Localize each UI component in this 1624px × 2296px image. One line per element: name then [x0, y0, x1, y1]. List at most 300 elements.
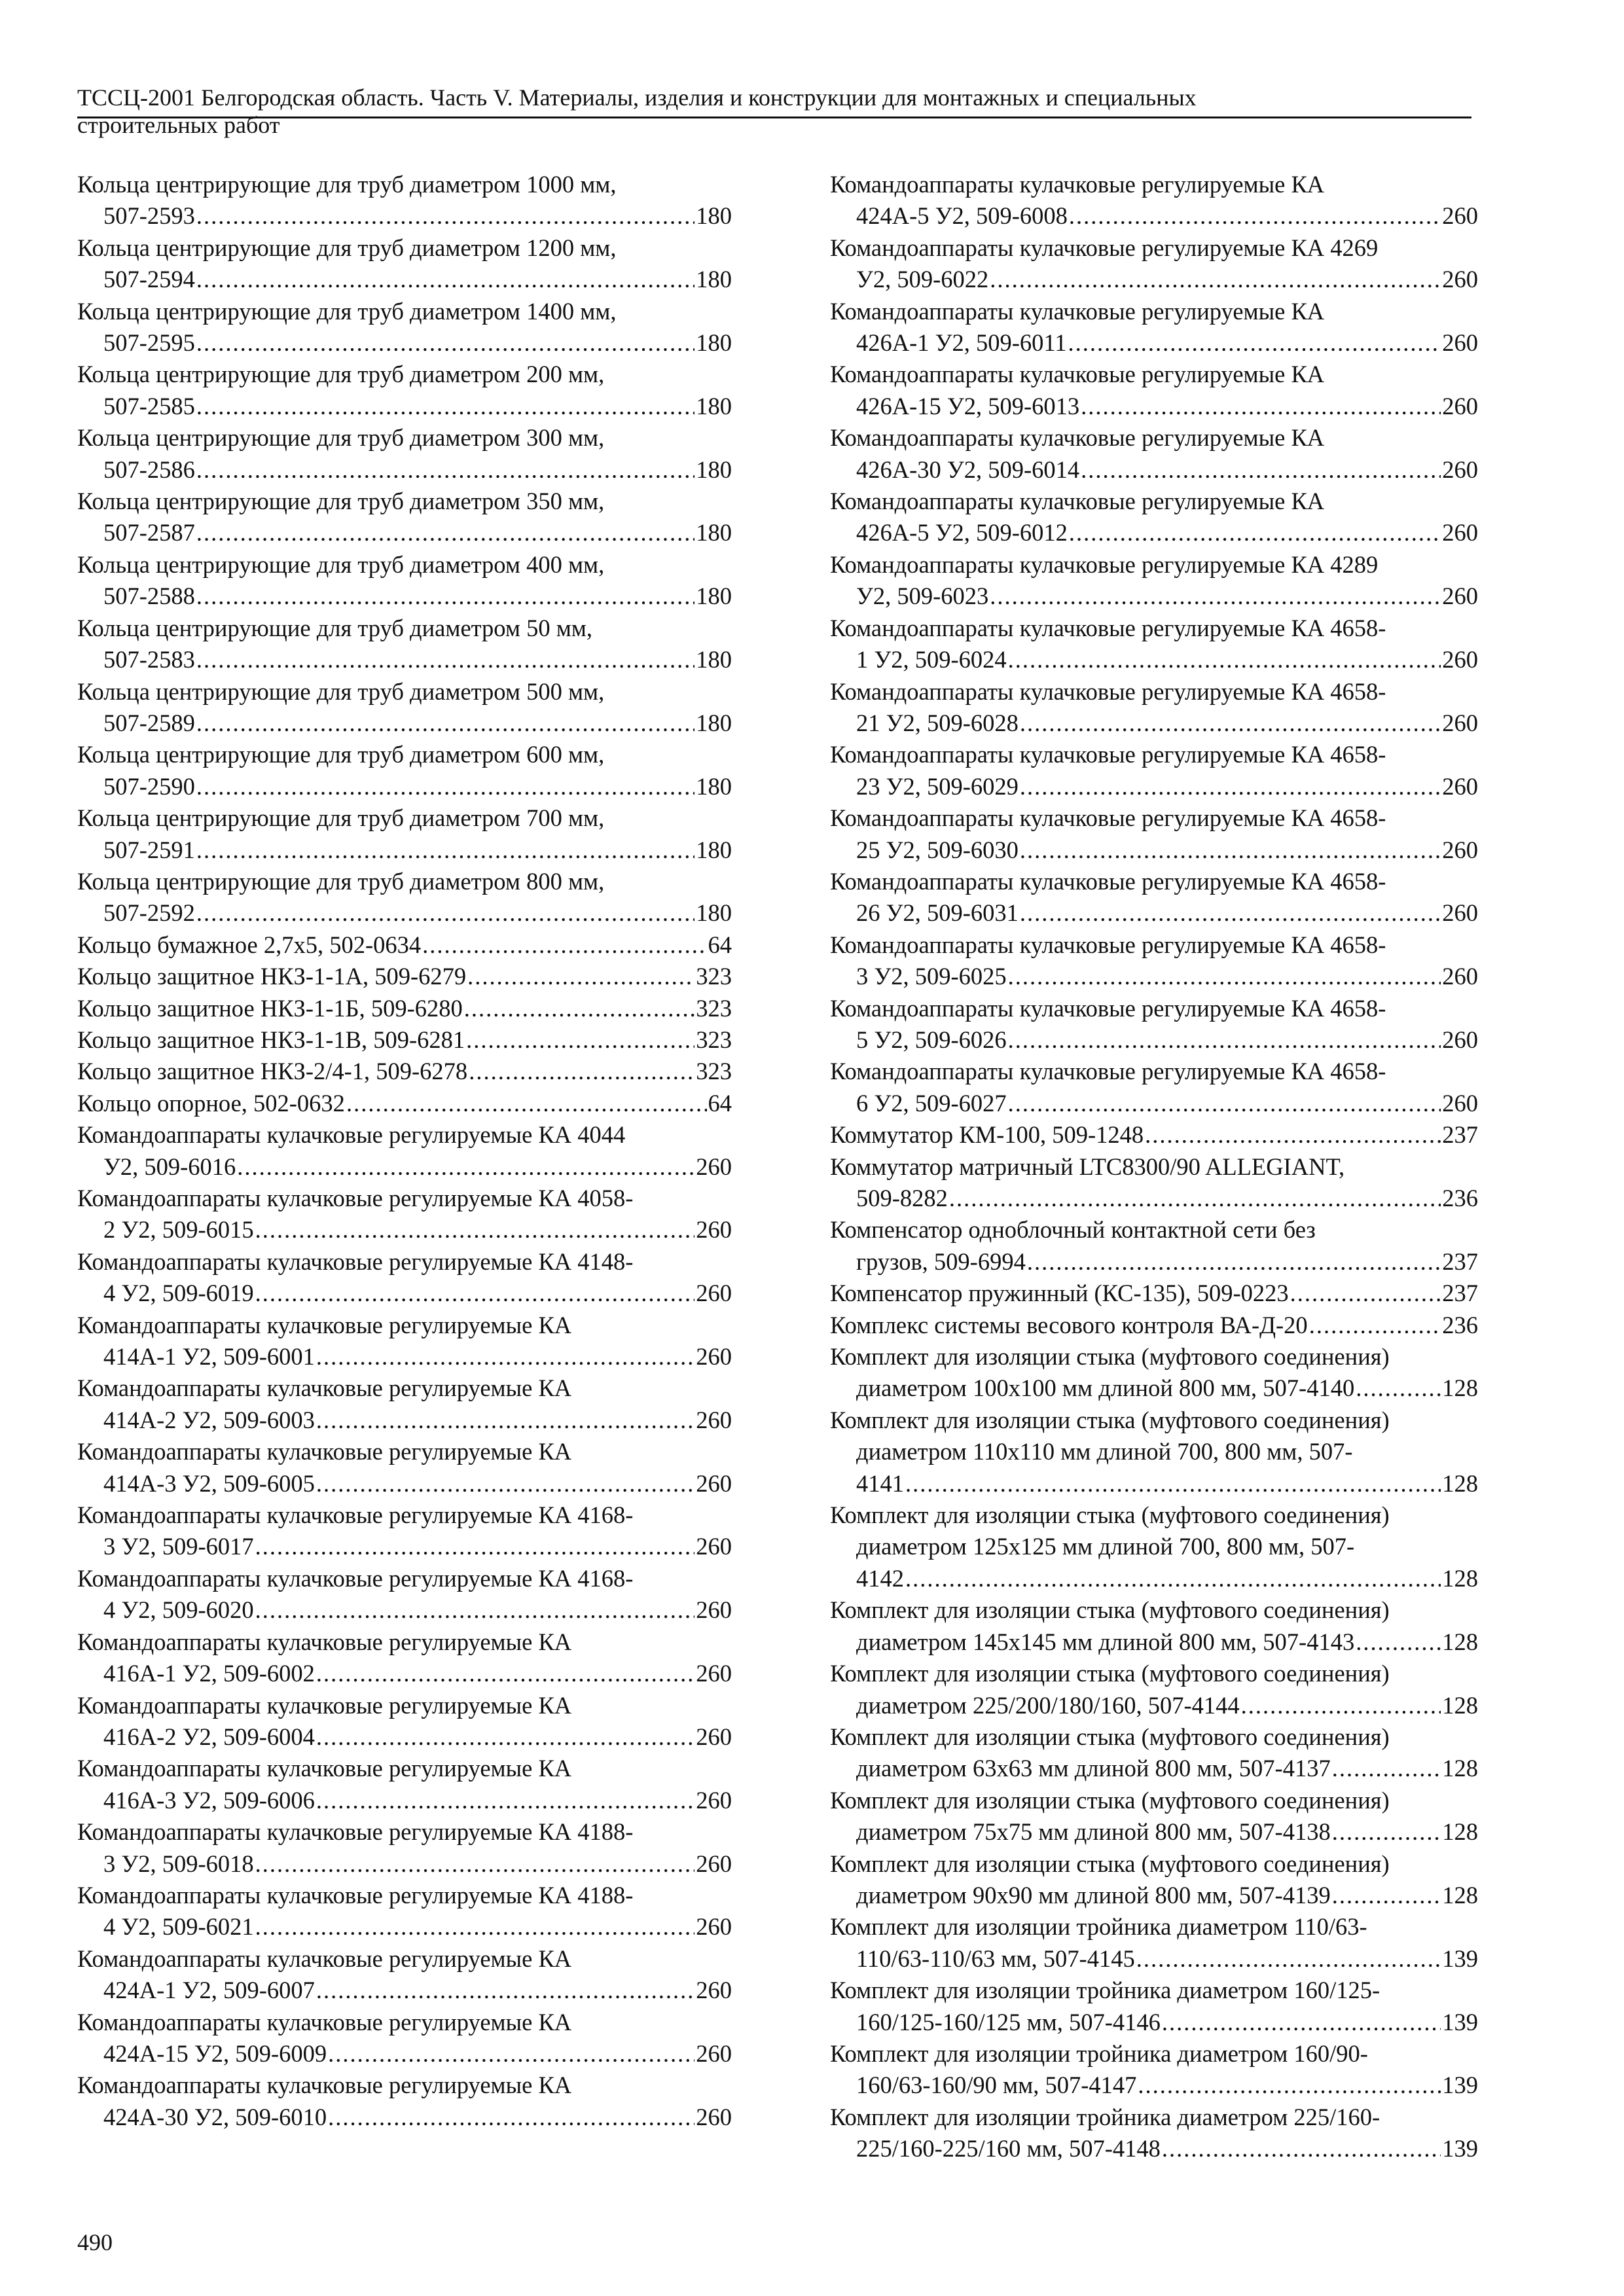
- index-entry-final-line: [830, 961, 1478, 992]
- index-entry-final-line: [77, 264, 732, 295]
- dot-leader: [1008, 961, 1441, 992]
- index-entry-text: Коммутатор матричный LTC8300/90 ALLEGIANT,: [830, 1153, 1345, 1180]
- index-entry-text: Комплект для изоляции стыка (муфтового соединения): [830, 1596, 1390, 1624]
- index-entry: [830, 296, 1478, 359]
- index-entry-page: 260: [696, 2039, 732, 2067]
- dot-leader: [196, 897, 695, 929]
- index-entry-page: 260: [696, 1406, 732, 1433]
- index-entry: [77, 169, 732, 232]
- dot-leader: [1020, 708, 1441, 739]
- index-entry: [77, 1024, 732, 1056]
- dot-leader: [196, 200, 695, 232]
- header-title-line-1: ТССЦ-2001 Белгородская область. Часть V. Материалы, изделия и конструкции для монтажных и специальных: [77, 84, 1197, 111]
- index-entry-page: 260: [696, 1280, 732, 1307]
- index-entry-final-line: [830, 644, 1478, 675]
- index-entry-text: Комплект для изоляции тройника диаметром 160/90-: [830, 2039, 1368, 2067]
- index-entry-final-line: [77, 1975, 732, 2006]
- index-entry: [77, 1088, 732, 1119]
- index-entry-text: Командоаппараты кулачковые регулируемые КА 4658-: [830, 741, 1386, 768]
- index-entry-text: 426А-30 У2, 509-6014: [856, 456, 1080, 483]
- index-entry-text: Командоаппараты кулачковые регулируемые КА 4658-: [830, 931, 1386, 958]
- index-entry-text: 21 У2, 509-6028: [856, 709, 1019, 736]
- index-entry-final-line: [830, 1088, 1478, 1119]
- index-entry-text: 3 У2, 509-6018: [103, 1850, 254, 1877]
- index-entry-text: 4 У2, 509-6021: [103, 1913, 254, 1941]
- index-entry-page: 260: [1442, 392, 1478, 420]
- index-entry-text: Командоаппараты кулачковые регулируемые КА 4658-: [830, 677, 1386, 705]
- index-entry-page: 260: [1442, 1026, 1478, 1053]
- index-entry: [830, 929, 1478, 993]
- index-entry-text: Компенсатор пружинный (КС-135), 509-0223: [830, 1280, 1289, 1307]
- index-entry-final-line: [77, 1848, 732, 1880]
- index-entry: [77, 1943, 732, 2007]
- dot-leader: [1008, 644, 1441, 675]
- index-entry: [77, 1056, 732, 1087]
- index-column-right: [830, 169, 1478, 2165]
- index-entry-page: 323: [696, 1026, 732, 1053]
- index-entry-text: Кольца центрирующие для труб диаметром 1000 мм,: [77, 171, 617, 198]
- index-entry: [77, 1372, 732, 1436]
- index-entry-text: Командоаппараты кулачковые регулируемые КА 4658-: [830, 614, 1386, 641]
- index-entry-text: 509-8282: [856, 1185, 948, 1211]
- index-entry: [830, 802, 1478, 866]
- index-entry-final-line: [77, 1658, 732, 1689]
- index-entry-final-line: [77, 1594, 732, 1626]
- dot-leader: [328, 2038, 695, 2070]
- index-entry-final-line: [77, 517, 732, 548]
- index-entry-text: 507-2587: [103, 519, 195, 547]
- index-entry-final-line: [77, 834, 732, 866]
- running-header: [77, 84, 1471, 139]
- index-entry: [830, 1721, 1478, 1785]
- index-entry: [830, 549, 1478, 613]
- dot-leader: [1332, 1880, 1441, 1911]
- index-entry: [77, 422, 732, 486]
- dot-leader: [1356, 1372, 1441, 1404]
- index-entry: [77, 929, 732, 961]
- index-entry: [830, 486, 1478, 549]
- index-entry-final-line: [77, 1151, 732, 1183]
- index-entry-page: 180: [696, 519, 732, 547]
- index-entry-text: Командоаппараты кулачковые регулируемые КА: [830, 361, 1325, 388]
- index-entry-text: Комплект для изоляции стыка (муфтового соединения): [830, 1406, 1390, 1433]
- index-entry-page: 180: [696, 456, 732, 483]
- index-entry: [830, 993, 1478, 1056]
- index-entry-final-line: [830, 1119, 1478, 1151]
- index-entry: [77, 1246, 732, 1310]
- dot-leader: [1081, 454, 1441, 486]
- index-entry-text: Кольцо защитное НКЗ-2/4-1, 509-6278: [77, 1058, 468, 1085]
- index-entry: [77, 549, 732, 613]
- dot-leader: [1162, 2133, 1441, 2164]
- index-entry-final-line: [830, 1468, 1478, 1499]
- index-entry-text: диаметром 63х63 мм длиной 800 мм, 507-4137: [856, 1755, 1331, 1782]
- index-entry-text: 424А-30 У2, 509-6010: [103, 2103, 327, 2130]
- dot-leader: [990, 581, 1441, 612]
- index-entry-page: 260: [1442, 709, 1478, 736]
- index-entry-text: 424А-1 У2, 509-6007: [103, 1977, 315, 2004]
- index-entry-text: 507-2583: [103, 646, 195, 673]
- index-entry-text: Комплект для изоляции тройника диаметром 110/63-: [830, 1913, 1367, 1941]
- index-entry-final-line: [77, 1785, 732, 1816]
- dot-leader: [237, 1151, 695, 1183]
- dot-leader: [316, 1405, 695, 1436]
- index-entry-text: 2 У2, 509-6015: [103, 1216, 254, 1244]
- index-entry-text: Командоаппараты кулачковые регулируемые КА 4658-: [830, 867, 1386, 895]
- dot-leader: [1309, 1310, 1441, 1341]
- index-entry-page: 180: [696, 772, 732, 800]
- index-entry: [77, 1690, 732, 1753]
- index-entry-final-line: [830, 200, 1478, 232]
- index-entry-page: 128: [1442, 1374, 1478, 1402]
- index-entry: [77, 1436, 732, 1499]
- index-entry-page: 139: [1442, 2008, 1478, 2036]
- index-entry-page: 128: [1442, 1691, 1478, 1719]
- index-entry-text: 416А-1 У2, 509-6002: [103, 1660, 315, 1687]
- index-entry-text: 5 У2, 509-6026: [856, 1026, 1007, 1053]
- dot-leader: [467, 961, 695, 992]
- index-entry-final-line: [77, 644, 732, 675]
- index-entry: [830, 1341, 1478, 1405]
- index-entry-page: 260: [696, 1913, 732, 1941]
- index-entry: [77, 1183, 732, 1246]
- index-entry-text: 3 У2, 509-6017: [103, 1533, 254, 1560]
- index-entry: [830, 1119, 1478, 1151]
- index-entry-text: 4142: [856, 1564, 904, 1592]
- index-entry: [77, 2007, 732, 2070]
- dot-leader: [196, 327, 695, 359]
- index-entry-text: 160/125-160/125 мм, 507-4146: [856, 2008, 1161, 2036]
- index-entry-final-line: [830, 581, 1478, 612]
- dot-leader: [196, 454, 695, 486]
- index-entry-page: 260: [1442, 772, 1478, 800]
- index-entry-text: 3 У2, 509-6025: [856, 963, 1007, 990]
- index-entry-page: 128: [1442, 1818, 1478, 1846]
- dot-leader: [316, 1785, 695, 1816]
- index-entry-page: 260: [696, 1216, 732, 1244]
- dot-leader: [196, 644, 695, 675]
- index-entry: [830, 422, 1478, 486]
- index-entry-text: Комплект для изоляции стыка (муфтового соединения): [830, 1850, 1390, 1877]
- index-entry-text: 110/63-110/63 мм, 507-4145: [856, 1945, 1135, 1972]
- index-entry-text: Командоаппараты кулачковые регулируемые КА 4168-: [77, 1564, 634, 1592]
- index-entry: [77, 739, 732, 802]
- index-entry-text: Командоаппараты кулачковые регулируемые КА 4658-: [830, 994, 1386, 1022]
- index-entry-final-line: [77, 2038, 732, 2070]
- dot-leader: [1145, 1119, 1441, 1151]
- index-entry-page: 260: [696, 1343, 732, 1371]
- index-entry-text: Командоаппараты кулачковые регулируемые КА: [77, 2008, 572, 2036]
- index-entry-text: Комплект для изоляции тройника диаметром 160/125-: [830, 1977, 1380, 2004]
- index-entry-final-line: [830, 1880, 1478, 1911]
- index-entry-final-line: [77, 771, 732, 802]
- index-entry-text: диаметром 90х90 мм длиной 800 мм, 507-4139: [856, 1881, 1331, 1909]
- index-entry-page: 260: [1442, 266, 1478, 293]
- index-entry-text: Кольца центрирующие для труб диаметром 300 мм,: [77, 424, 605, 452]
- index-entry-page: 139: [1442, 2072, 1478, 2099]
- index-entry-final-line: [830, 1372, 1478, 1404]
- dot-leader: [990, 264, 1441, 295]
- header-rule: [77, 117, 1471, 118]
- index-entry-text: Комплекс системы весового контроля ВА-Д-20: [830, 1311, 1308, 1338]
- index-entry-final-line: [77, 1341, 732, 1372]
- dot-leader: [422, 929, 706, 961]
- index-entry: [77, 296, 732, 359]
- index-entry-text: Кольца центрирующие для труб диаметром 700 мм,: [77, 804, 605, 832]
- index-entry-text: Командоаппараты кулачковые регулируемые КА: [77, 1691, 572, 1719]
- index-entry-text: Командоаппараты кулачковые регулируемые КА 4058-: [77, 1185, 634, 1211]
- index-entry-page: 180: [696, 709, 732, 736]
- index-entry-page: 260: [696, 1786, 732, 1814]
- index-entry-final-line: [830, 2133, 1478, 2164]
- index-entry: [830, 359, 1478, 422]
- index-entry-text: Кольца центрирующие для труб диаметром 600 мм,: [77, 741, 605, 768]
- index-entry-text: 1 У2, 509-6024: [856, 646, 1007, 673]
- index-entry: [77, 486, 732, 549]
- index-entry-text: Кольца центрирующие для труб диаметром 400 мм,: [77, 550, 605, 578]
- index-entry-text: Командоаппараты кулачковые регулируемые КА 4044: [77, 1121, 626, 1149]
- dot-leader: [316, 1658, 695, 1689]
- index-entry: [77, 1816, 732, 1880]
- index-entry: [830, 232, 1478, 296]
- index-entry: [830, 613, 1478, 676]
- index-entry-page: 260: [696, 1533, 732, 1560]
- index-entry: [830, 1405, 1478, 1499]
- index-entry-final-line: [830, 834, 1478, 866]
- index-entry-text: У2, 509-6023: [856, 583, 989, 610]
- index-entry-text: грузов, 509-6994: [856, 1247, 1026, 1275]
- index-entry-page: 237: [1442, 1247, 1478, 1275]
- dot-leader: [196, 834, 695, 866]
- index-entry-page: 180: [696, 392, 732, 420]
- index-entry-page: 260: [1442, 202, 1478, 230]
- dot-leader: [1081, 391, 1441, 422]
- dot-leader: [1162, 2007, 1441, 2038]
- dot-leader: [316, 1721, 695, 1753]
- index-entry-page: 260: [696, 1596, 732, 1624]
- index-entry-page: 260: [1442, 329, 1478, 357]
- index-entry-text: Комплект для изоляции стыка (муфтового соединения): [830, 1786, 1390, 1814]
- index-entry-final-line: [77, 1721, 732, 1753]
- index-entry-text: 424А-15 У2, 509-6009: [103, 2039, 327, 2067]
- dot-leader: [1332, 1753, 1441, 1784]
- index-entry-page: 236: [1442, 1185, 1478, 1211]
- index-entry-page: 180: [696, 583, 732, 610]
- index-entry-final-line: [77, 1911, 732, 1943]
- index-entry-page: 180: [696, 836, 732, 863]
- index-entry-text: Командоаппараты кулачковые регулируемые КА: [830, 488, 1325, 515]
- index-entry-text: Командоаппараты кулачковые регулируемые КА: [830, 297, 1325, 325]
- dot-leader: [466, 1024, 695, 1056]
- dot-leader: [255, 1594, 695, 1626]
- dot-leader: [1069, 200, 1441, 232]
- index-entry-final-line: [77, 929, 732, 961]
- index-entry-text: Командоаппараты кулачковые регулируемые КА 4188-: [77, 1881, 634, 1909]
- index-entry-text: Командоаппараты кулачковые регулируемые КА 4168-: [77, 1501, 634, 1529]
- index-entry-final-line: [830, 264, 1478, 295]
- index-entry-text: Комплект для изоляции тройника диаметром 225/160-: [830, 2103, 1380, 2130]
- index-entry: [77, 613, 732, 676]
- index-entry: [830, 1499, 1478, 1594]
- index-entry-text: 507-2586: [103, 456, 195, 483]
- dot-leader: [1027, 1246, 1441, 1278]
- dot-leader: [316, 1975, 695, 2006]
- index-entry-final-line: [77, 581, 732, 612]
- dot-leader: [1020, 771, 1441, 802]
- index-entry-page: 139: [1442, 2135, 1478, 2162]
- index-entry-page: 260: [696, 1850, 732, 1877]
- index-entry-text: 507-2592: [103, 899, 195, 927]
- index-entry: [77, 1499, 732, 1563]
- index-entry: [830, 739, 1478, 802]
- dot-leader: [949, 1183, 1441, 1214]
- dot-leader: [1136, 1943, 1441, 1975]
- index-entry-text: 160/63-160/90 мм, 507-4147: [856, 2072, 1137, 2099]
- index-entry-page: 260: [696, 2103, 732, 2130]
- dot-leader: [905, 1468, 1441, 1499]
- index-entry-text: 6 У2, 509-6027: [856, 1089, 1007, 1117]
- index-entry-page: 260: [1442, 899, 1478, 927]
- dot-leader: [905, 1563, 1441, 1594]
- index-entry: [77, 2070, 732, 2133]
- index-entry-text: диаметром 225/200/180/160, 507-4144: [856, 1691, 1240, 1719]
- index-entry-text: Комплект для изоляции стыка (муфтового соединения): [830, 1343, 1390, 1371]
- index-entry-final-line: [77, 1214, 732, 1246]
- index-entry-text: диаметром 145х145 мм длиной 800 мм, 507-4143: [856, 1628, 1355, 1655]
- dot-leader: [464, 993, 695, 1024]
- index-entry-final-line: [830, 1753, 1478, 1784]
- index-entry-page: 236: [1442, 1311, 1478, 1338]
- index-entry-text: 507-2591: [103, 836, 195, 863]
- index-entry-text: Кольцо защитное НКЗ-1-1В, 509-6281: [77, 1026, 465, 1053]
- index-entry: [77, 1880, 732, 1943]
- index-entry-text: У2, 509-6016: [103, 1153, 236, 1180]
- dot-leader: [1069, 517, 1441, 548]
- index-entry-text: 23 У2, 509-6029: [856, 772, 1019, 800]
- index-entry-final-line: [77, 1056, 732, 1087]
- index-entry-final-line: [830, 1246, 1478, 1278]
- index-entry-final-line: [830, 1024, 1478, 1056]
- index-entry-final-line: [830, 1690, 1478, 1721]
- index-entry-text: 426А-5 У2, 509-6012: [856, 519, 1068, 547]
- index-entry-text: Кольца центрирующие для труб диаметром 200 мм,: [77, 361, 605, 388]
- index-entry-page: 260: [1442, 519, 1478, 547]
- index-entry: [77, 1626, 732, 1690]
- dot-leader: [196, 708, 695, 739]
- index-entry-page: 323: [696, 1058, 732, 1085]
- index-entry-page: 128: [1442, 1564, 1478, 1592]
- index-entry-text: Командоаппараты кулачковые регулируемые КА 4289: [830, 550, 1379, 578]
- index-entry: [830, 1151, 1478, 1215]
- index-entry-final-line: [77, 454, 732, 486]
- index-entry-text: 424А-5 У2, 509-6008: [856, 202, 1068, 230]
- index-entry-final-line: [77, 327, 732, 359]
- index-entry-page: 180: [696, 899, 732, 927]
- index-entry-text: 507-2589: [103, 709, 195, 736]
- index-entry-page: 323: [696, 963, 732, 990]
- index-entry-text: Кольца центрирующие для труб диаметром 800 мм,: [77, 867, 605, 895]
- index-entry-text: Командоаппараты кулачковые регулируемые КА: [77, 1628, 572, 1655]
- index-entry: [77, 961, 732, 992]
- index-entry-page: 260: [1442, 1089, 1478, 1117]
- index-entry-text: диаметром 100х100 мм длиной 800 мм, 507-4140: [856, 1374, 1355, 1402]
- index-entry-page: 260: [696, 1723, 732, 1750]
- index-entry-final-line: [77, 993, 732, 1024]
- index-entry-page: 139: [1442, 1945, 1478, 1972]
- index-entry-final-line: [830, 454, 1478, 486]
- index-entry-text: Коммутатор КМ-100, 509-1248: [830, 1121, 1144, 1149]
- index-entry-text: Комплект для изоляции стыка (муфтового соединения): [830, 1660, 1390, 1687]
- index-entry: [830, 1278, 1478, 1309]
- index-entry-final-line: [830, 708, 1478, 739]
- index-entry-text: диаметром 125х125 мм длиной 700, 800 мм, 507-: [856, 1533, 1355, 1560]
- index-entry-text: Командоаппараты кулачковые регулируемые КА: [830, 171, 1325, 198]
- index-entry-text: Кольцо опорное, 502-0632: [77, 1089, 345, 1117]
- dot-leader: [469, 1056, 695, 1087]
- dot-leader: [196, 771, 695, 802]
- index-entry-final-line: [77, 1531, 732, 1562]
- index-entry-text: Командоаппараты кулачковые регулируемые КА: [77, 1755, 572, 1782]
- dot-leader: [346, 1088, 707, 1119]
- dot-leader: [1008, 1024, 1441, 1056]
- index-entry-final-line: [830, 391, 1478, 422]
- dot-leader: [255, 1278, 695, 1309]
- index-entry-text: Командоаппараты кулачковые регулируемые КА: [77, 1945, 572, 1972]
- index-entry-text: Командоаппараты кулачковые регулируемые КА: [77, 1438, 572, 1465]
- index-entry-text: Кольца центрирующие для труб диаметром 1400 мм,: [77, 297, 617, 325]
- index-entry: [830, 1975, 1478, 2038]
- index-entry-text: 416А-3 У2, 509-6006: [103, 1786, 315, 1814]
- index-entry: [830, 1911, 1478, 1975]
- index-entry-page: 260: [1442, 583, 1478, 610]
- dot-leader: [196, 391, 695, 422]
- header-title-line-2: строительных работ: [77, 112, 280, 138]
- index-entry-page: 64: [708, 931, 732, 958]
- dot-leader: [255, 1214, 695, 1246]
- index-entry-text: 507-2594: [103, 266, 195, 293]
- index-entry: [830, 1056, 1478, 1119]
- dot-leader: [1138, 2070, 1441, 2101]
- index-entry-text: Комплект для изоляции стыка (муфтового соединения): [830, 1723, 1390, 1750]
- index-entry-text: 507-2593: [103, 202, 195, 230]
- index-entry-final-line: [830, 1626, 1478, 1658]
- index-entry: [830, 1848, 1478, 1912]
- index-entry-page: 260: [1442, 963, 1478, 990]
- index-entry-page: 237: [1442, 1280, 1478, 1307]
- index-entry-page: 323: [696, 994, 732, 1022]
- index-entry-final-line: [830, 1563, 1478, 1594]
- dot-leader: [1020, 834, 1441, 866]
- index-entry: [830, 676, 1478, 740]
- index-entry-text: 414А-3 У2, 509-6005: [103, 1469, 315, 1497]
- index-entry-final-line: [830, 327, 1478, 359]
- index-entry-text: 426А-15 У2, 509-6013: [856, 392, 1080, 420]
- index-entry-text: Командоаппараты кулачковые регулируемые КА 4658-: [830, 804, 1386, 832]
- index-entry-page: 128: [1442, 1881, 1478, 1909]
- dot-leader: [255, 1911, 695, 1943]
- index-entry-text: 4 У2, 509-6019: [103, 1280, 254, 1307]
- dot-leader: [1068, 327, 1441, 359]
- index-entry: [830, 2038, 1478, 2102]
- index-entry-text: 414А-2 У2, 509-6003: [103, 1406, 315, 1433]
- index-entry-final-line: [830, 2070, 1478, 2101]
- index-entry-text: Кольцо защитное НКЗ-1-1А, 509-6279: [77, 963, 467, 990]
- index-entry-final-line: [830, 2007, 1478, 2038]
- index-entry-page: 180: [696, 266, 732, 293]
- dot-leader: [196, 264, 695, 295]
- index-entry-page: 260: [696, 1977, 732, 2004]
- index-entry-text: У2, 509-6022: [856, 266, 989, 293]
